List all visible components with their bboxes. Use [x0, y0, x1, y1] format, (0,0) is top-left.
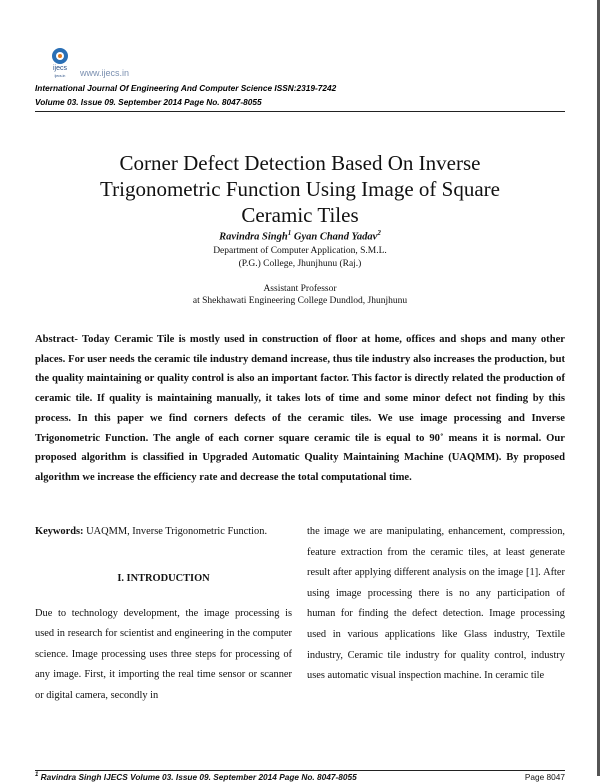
section-heading: I. INTRODUCTION	[117, 573, 210, 584]
intro-paragraph-right: the image we are manipulating, enhancement, compression, feature extraction from the ceramic tiles, at least generate result after applying different analysis on the image [1]. After using image processing there is no any participation of human for finding the defect detection. Image processing used in various applications like Glass industry, Textile industry, Ceramic tile industry for quality control, industry uses automatic visual inspection machine. In ceramic tile	[307, 526, 565, 682]
keywords-text: UAQMM, Inverse Trigonometric Function.	[83, 526, 268, 537]
footer-sup: 1	[35, 772, 39, 779]
journal-name: International Journal Of Engineering And Computer Science ISSN:2319-7242	[35, 83, 337, 93]
author-name: Gyan Chand Yadav	[293, 231, 378, 243]
header-rule	[35, 111, 565, 112]
title-line: Trigonometric Function Using Image of Square	[100, 177, 500, 201]
affiliation-line: Department of Computer Application, S.M.L.	[213, 246, 387, 256]
svg-text:ijecs: ijecs	[52, 65, 68, 72]
footer-citation	[35, 772, 357, 782]
keywords-label: Keywords:	[35, 526, 84, 537]
footer-rule	[35, 770, 565, 771]
left-column	[35, 522, 292, 707]
abstract: Abstract- Today Ceramic Tile is mostly used in construction of floor at home, offices and shops and many other places. For user needs the ceramic tile industry demand increase, thus tile industry also increases the production, but the quality maintaining or quality control is also an important factor. This factor is directly related the production of ceramic tile. If quality is maintaining manually, it takes lots of time and some minor defect not finding by this process. In this paper we find corners defects of the ceramic tiles. We use image processing and Inverse Trigonometric Function. The angle of each corner square ceramic tile is equal to 90˚ means it is normal. Our proposed algorithm is classified in Upgraded Automatic Quality Maintaining Machine (UAQMM). By proposed algorithm we increase the efficiency rate and decrease the total computational time.	[35, 334, 565, 483]
affiliation-line: (P.G.) College, Jhunjhunu (Raj.)	[238, 259, 362, 269]
author-name: Ravindra Singh	[219, 231, 288, 243]
affiliation-line: Assistant Professor	[263, 284, 337, 294]
svg-text:ijecs.in: ijecs.in	[54, 74, 66, 78]
page-number: Page 8047	[524, 772, 565, 782]
title-line: Ceramic Tiles	[241, 203, 359, 227]
paper-title	[40, 150, 560, 228]
paper-authors	[100, 229, 500, 243]
intro-paragraph-left: Due to technology development, the image processing is used in research for scientist and engineering in the computer science. Image processing uses three steps for processing of any image. First, it importing the real time sensor or scanner or digital camera, secondly in	[35, 607, 292, 701]
affiliation-line: at Shekhawati Engineering College Dundlod, Jhunjhunu	[192, 296, 408, 306]
title-line: Corner Defect Detection Based On Inverse	[119, 151, 481, 175]
footer-text: Ravindra Singh IJECS Volume 03. Issue 09. September 2014 Page No. 8047-8055	[38, 772, 357, 782]
right-column	[307, 522, 565, 687]
journal-volume: Volume 03. Issue 09. September 2014 Page No. 8047-8055	[35, 97, 262, 107]
journal-site-link[interactable]: www.ijecs.in	[80, 68, 130, 78]
keywords	[35, 522, 292, 543]
author-sup: 1	[287, 229, 292, 237]
journal-logo	[40, 44, 80, 80]
author-sup: 2	[377, 229, 381, 237]
